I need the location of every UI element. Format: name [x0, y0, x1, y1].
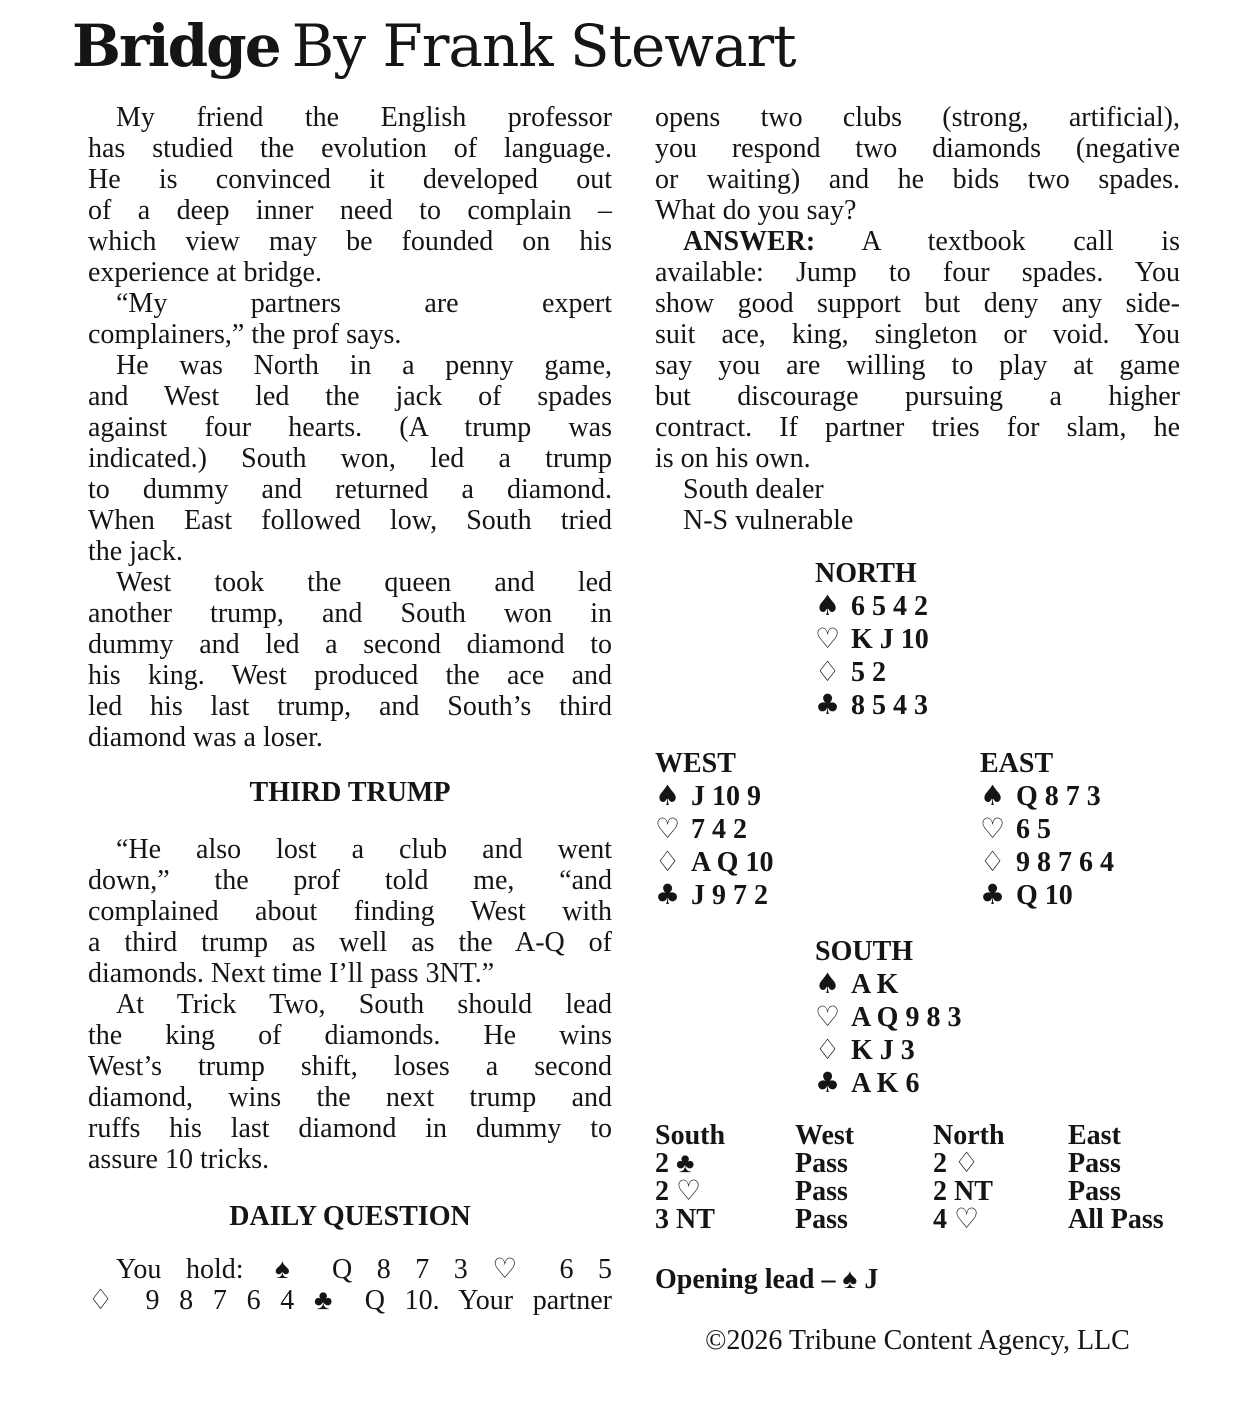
heart-icon: ♡ [815, 1000, 841, 1033]
text-line: show good support but deny any side- [655, 288, 1180, 319]
text-line: complained about finding West with [88, 896, 612, 927]
paragraph-answer [655, 226, 1180, 474]
heart-cards: 6 5 [1016, 814, 1051, 845]
west-east-row [655, 748, 1180, 912]
text-line: What do you say? [655, 195, 857, 226]
paragraph-question-continued [655, 102, 1180, 226]
text-line: diamond was a loser. [88, 722, 323, 753]
text-line: the jack. [88, 536, 183, 567]
diamond-cards: K J 3 [851, 1035, 915, 1066]
bid-cell: 2 ♣ [655, 1148, 695, 1179]
opening-lead: Opening lead – ♠ J [655, 1264, 879, 1295]
hand-label: NORTH [815, 558, 917, 589]
bid-cell: Pass [795, 1204, 848, 1235]
paragraph-advice [88, 989, 612, 1175]
section-heading-third-trump: THIRD TRUMP [249, 777, 451, 808]
club-icon: ♣ [815, 688, 841, 721]
text-line: available: Jump to four spades. You [655, 257, 1180, 288]
south-hand [815, 936, 1180, 1100]
hand-suit-line [815, 623, 1180, 656]
text-line: “He also lost a club and went [116, 834, 612, 865]
text-line: West’s trump shift, loses a second [88, 1051, 612, 1082]
paragraph-prof-quote [88, 834, 612, 989]
page-title [72, 14, 1180, 78]
text-line: is on his own. [655, 443, 811, 474]
diamond-cards: A Q 10 [691, 847, 774, 878]
text-line: contract. If partner tries for slam, he [655, 412, 1180, 443]
text-line: the king of diamonds. He wins [88, 1020, 612, 1051]
club-icon: ♣ [815, 1066, 841, 1099]
text-line: dummy and led a second diamond to [88, 629, 612, 660]
bid-cell: 4 ♡ [933, 1204, 980, 1235]
hand-suit-line [980, 813, 1180, 846]
diamond-cards: 9 8 7 6 4 [1016, 847, 1114, 878]
east-hand [980, 748, 1180, 912]
heart-cards: 7 4 2 [691, 814, 747, 845]
diamond-icon: ♢ [815, 1033, 841, 1066]
byline: By Frank Stewart [291, 12, 796, 80]
text-line: of a deep inner need to complain – [88, 195, 612, 226]
bidding-header-north: North [933, 1120, 1005, 1151]
spade-icon: ♠ [980, 779, 1006, 812]
hand-label: EAST [980, 748, 1054, 779]
north-hand [815, 558, 1180, 722]
section-heading-daily-question: DAILY QUESTION [229, 1201, 471, 1232]
text-line: complainers,” the prof says. [88, 319, 402, 350]
club-icon: ♣ [655, 878, 681, 911]
hand-suit-line [815, 1034, 1180, 1067]
hand-suit-line [655, 813, 980, 846]
text-line: and West led the jack of spades [88, 381, 612, 412]
paragraph-deal-story [88, 350, 612, 567]
bidding-header-east: East [1068, 1120, 1121, 1151]
text-line: a third trump as well as the A-Q of [88, 927, 612, 958]
hand-suit-line [980, 846, 1180, 879]
club-cards: 8 5 4 3 [851, 690, 928, 721]
hand-suit-line [815, 1001, 1180, 1034]
vulnerability-line: N-S vulnerable [683, 505, 854, 536]
hand-suit-line [815, 968, 1180, 1001]
text-line: say you are willing to play at game [655, 350, 1180, 381]
hand-suit-line [980, 879, 1180, 912]
spade-icon: ♠ [655, 779, 681, 812]
text-line: experience at bridge. [88, 257, 322, 288]
heart-icon: ♡ [815, 622, 841, 655]
hand-suit-line [655, 846, 980, 879]
west-hand [655, 748, 980, 912]
hand-label: SOUTH [815, 936, 914, 967]
diamond-icon: ♢ [815, 655, 841, 688]
bid-cell: Pass [795, 1176, 848, 1207]
spade-cards: 6 5 4 2 [851, 591, 928, 622]
copyright-line: ©2026 Tribune Content Agency, LLC [705, 1325, 1130, 1356]
text-line: down,” the prof told me, “and [88, 865, 612, 896]
spade-icon: ♠ [815, 967, 841, 1000]
text-line: West took the queen and led [116, 567, 612, 598]
spade-icon: ♠ [815, 589, 841, 622]
text-line: but discourage pursuing a higher [655, 381, 1180, 412]
text-line: He was North in a penny game, [116, 350, 612, 381]
bid-cell: Pass [795, 1148, 848, 1179]
diamond-icon: ♢ [655, 845, 681, 878]
spade-cards: J 10 9 [691, 781, 761, 812]
you-hold-line: ♢ 9 8 7 6 4 ♣ Q 10. Your partner [88, 1285, 612, 1316]
text-line: opens two clubs (strong, artificial), [655, 102, 1180, 133]
text-line: He is convinced it developed out [88, 164, 612, 195]
text-line: has studied the evolution of language. [88, 133, 612, 164]
bid-cell: All Pass [1068, 1204, 1164, 1235]
text-line: against four hearts. (A trump was [88, 412, 612, 443]
paragraph-quote [88, 288, 612, 350]
left-column [88, 102, 612, 1316]
text-line: diamonds. Next time I’ll pass 3NT.” [88, 958, 495, 989]
text-line: or waiting) and he bids two spades. [655, 164, 1180, 195]
heart-icon: ♡ [980, 812, 1006, 845]
answer-first-line [655, 226, 1180, 257]
diamond-icon: ♢ [980, 845, 1006, 878]
hand-suit-line [980, 780, 1180, 813]
bidding-table [655, 1122, 1180, 1234]
bidding-header-south: South [655, 1120, 726, 1151]
text-line: “My partners are expert [116, 288, 612, 319]
answer-label: ANSWER: [683, 226, 816, 257]
you-hold-line: You hold: ♠ Q 8 7 3 ♡ 6 5 [116, 1254, 612, 1285]
club-cards: A K 6 [851, 1068, 920, 1099]
bid-cell: Pass [1068, 1148, 1121, 1179]
text-line: assure 10 tricks. [88, 1144, 270, 1175]
heart-cards: A Q 9 8 3 [851, 1002, 962, 1033]
hand-suit-line [815, 590, 1180, 623]
hand-suit-line [815, 1067, 1180, 1100]
paragraph-play-story [88, 567, 612, 753]
hand-suit-line [655, 879, 980, 912]
text-line: indicated.) South won, led a trump [88, 443, 612, 474]
bid-cell: 2 NT [933, 1176, 993, 1207]
article-columns [88, 102, 1180, 1356]
hand-suit-line [815, 689, 1180, 722]
text-line: his king. West produced the ace and [88, 660, 612, 691]
text-line: At Trick Two, South should lead [116, 989, 612, 1020]
bid-cell: Pass [1068, 1176, 1121, 1207]
bid-cell: 2 ♡ [655, 1176, 702, 1207]
right-column [655, 102, 1180, 1356]
paragraph-you-hold [88, 1254, 612, 1316]
paragraph-intro [88, 102, 612, 288]
text-line: you respond two diamonds (negative [655, 133, 1180, 164]
text-line: suit ace, king, singleton or void. You [655, 319, 1180, 350]
text-line: which view may be founded on his [88, 226, 612, 257]
text-line: When East followed low, South tried [88, 505, 612, 536]
heart-cards: K J 10 [851, 624, 929, 655]
spade-cards: Q 8 7 3 [1016, 781, 1101, 812]
column-name: Bridge [72, 12, 280, 80]
club-cards: Q 10 [1016, 880, 1073, 911]
diamond-cards: 5 2 [851, 657, 886, 688]
hand-label: WEST [655, 748, 736, 779]
bidding-header-west: West [795, 1120, 855, 1151]
bid-cell: 2 ♢ [933, 1148, 980, 1179]
text-line: another trump, and South won in [88, 598, 612, 629]
text-line: led his last trump, and South’s third [88, 691, 612, 722]
heart-icon: ♡ [655, 812, 681, 845]
dealer-line: South dealer [683, 474, 824, 505]
text-line: My friend the English professor [116, 102, 612, 133]
text-line: diamond, wins the next trump and [88, 1082, 612, 1113]
text-line: ruffs his last diamond in dummy to [88, 1113, 612, 1144]
spade-cards: A K [851, 969, 899, 1000]
bid-cell: 3 NT [655, 1204, 715, 1235]
hand-suit-line [815, 656, 1180, 689]
club-icon: ♣ [980, 878, 1006, 911]
hand-suit-line [655, 780, 980, 813]
text-line: to dummy and returned a diamond. [88, 474, 612, 505]
club-cards: J 9 7 2 [691, 880, 768, 911]
answer-text: A textbook call is [861, 226, 1180, 257]
